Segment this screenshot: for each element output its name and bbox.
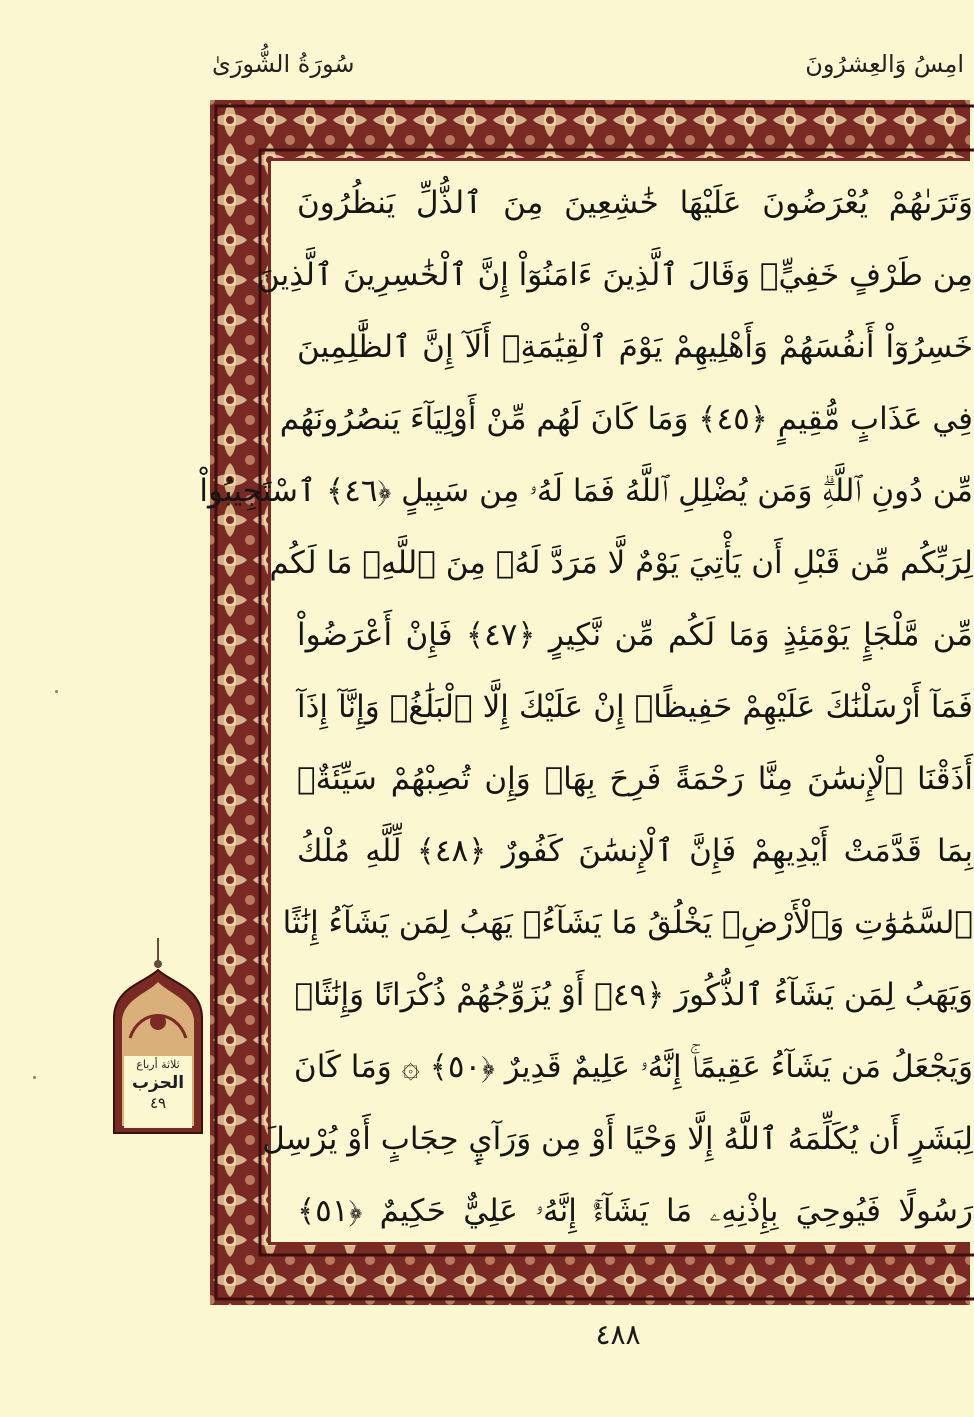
verse-line: رَسُولًا فَيُوحِيَ بِإِذْنِهِۦ مَا يَشَآءُۚ إِنَّهُۥ عَلِيٌّ حَكِيمٌ ﴿٥١﴾ [297, 1193, 973, 1229]
verse-line: مِّن مَّلْجَإٍ يَوْمَئِذٍ وَمَا لَكُم مِّن نَّكِيرٍ ﴿٤٧﴾ فَإِنْ أَعْرَضُواْ [297, 617, 973, 653]
verse-line: فَمَآ أَرْسَلْنَٰكَ عَلَيْهِمْ حَفِيظًاۖ إِنْ عَلَيْكَ إِلَّا ٱلْبَلَٰغُۗ وَإِنَّآ إِذَآ [297, 689, 973, 725]
verse-line: مِن طَرْفٍ خَفِيٍّۗ وَقَالَ ٱلَّذِينَ ءَامَنُوٓاْ إِنَّ ٱلْخَٰسِرِينَ ٱلَّذِينَ [257, 257, 973, 293]
hizb-label: الحزب [131, 1073, 185, 1093]
verse-line: وَيَهَبُ لِمَن يَشَآءُ ٱلذُّكُورَ ﴿٤٩﴾ أَوْ يُزَوِّجُهُمْ ذُكْرَانًا وَإِنَٰثًاۖ [294, 977, 973, 1013]
verse-line: وَيَجْعَلُ مَن يَشَآءُ عَقِيمًاۚ إِنَّهُۥ عَلِيمٌ قَدِيرٌ ﴿٥٠﴾ ۞ وَمَا كَانَ [293, 1049, 973, 1085]
verse-line: خَسِرُوٓاْ أَنفُسَهُمْ وَأَهْلِيهِمْ يَوْمَ ٱلْقِيَٰمَةِۗ أَلَآ إِنَّ ٱلظَّٰلِمِينَ [297, 329, 973, 365]
verse-line: مِّن دُونِ ٱللَّهِۗ وَمَن يُضْلِلِ ٱللَّهُ فَمَا لَهُۥ مِن سَبِيلٍ ﴿٤٦﴾ ٱسْتَجِيبُواْ [199, 473, 973, 509]
verse-line: أَذَقْنَا ٱلْإِنسَٰنَ مِنَّا رَحْمَةً فَرِحَ بِهَاۖ وَإِن تُصِبْهُمْ سَيِّئَةٌۢ [297, 761, 973, 797]
hizb-subtitle: ثلاثة أرباع [136, 1058, 180, 1071]
surah-title: سُورَةُ الشُّورَىٰ [212, 50, 355, 78]
paper-speck [33, 1076, 36, 1079]
ornamental-frame [199, 100, 973, 1305]
juz-title: امِسُ وَالعِشرُونَ [805, 50, 964, 78]
verse-line: وَتَرَىٰهُمْ يُعْرَضُونَ عَلَيْهَا خَٰشِعِينَ مِنَ ٱلذُّلِّ يَنظُرُونَ [297, 185, 973, 221]
verse-line: لِرَبِّكُم مِّن قَبْلِ أَن يَأْتِيَ يَوْمٌ لَّا مَرَدَّ لَهُۥ مِنَ ٱللَّهِۚ مَا لَكُم [269, 545, 973, 581]
verse-line: ٱلسَّمَٰوَٰتِ وَٱلْأَرْضِۚ يَخْلُقُ مَا يَشَآءُۚ يَهَبُ لِمَن يَشَآءُ إِنَٰثًا [282, 905, 973, 941]
verse-line: بِمَا قَدَّمَتْ أَيْدِيهِمْ فَإِنَّ ٱلْإِنسَٰنَ كَفُورٌ ﴿٤٨﴾ لِّلَّهِ مُلْكُ [297, 833, 973, 869]
verse-line: لِبَشَرٍ أَن يُكَلِّمَهُ ٱللَّهُ إِلَّا وَحْيًا أَوْ مِن وَرَآيِٕ حِجَابٍ أَوْ يُرْسِلَ [262, 1121, 973, 1157]
verse-line: فِي عَذَابٍ مُّقِيمٍ ﴿٤٥﴾ وَمَا كَانَ لَهُم مِّنْ أَوْلِيَآءَ يَنصُرُونَهُم [279, 401, 973, 437]
verse-panel [199, 158, 973, 1245]
hizb-number: ٤٩ [149, 1094, 167, 1112]
paper-speck [55, 690, 58, 693]
page-number: ٤٨٨ [595, 1318, 641, 1351]
hizb-label-box [114, 1058, 202, 1112]
